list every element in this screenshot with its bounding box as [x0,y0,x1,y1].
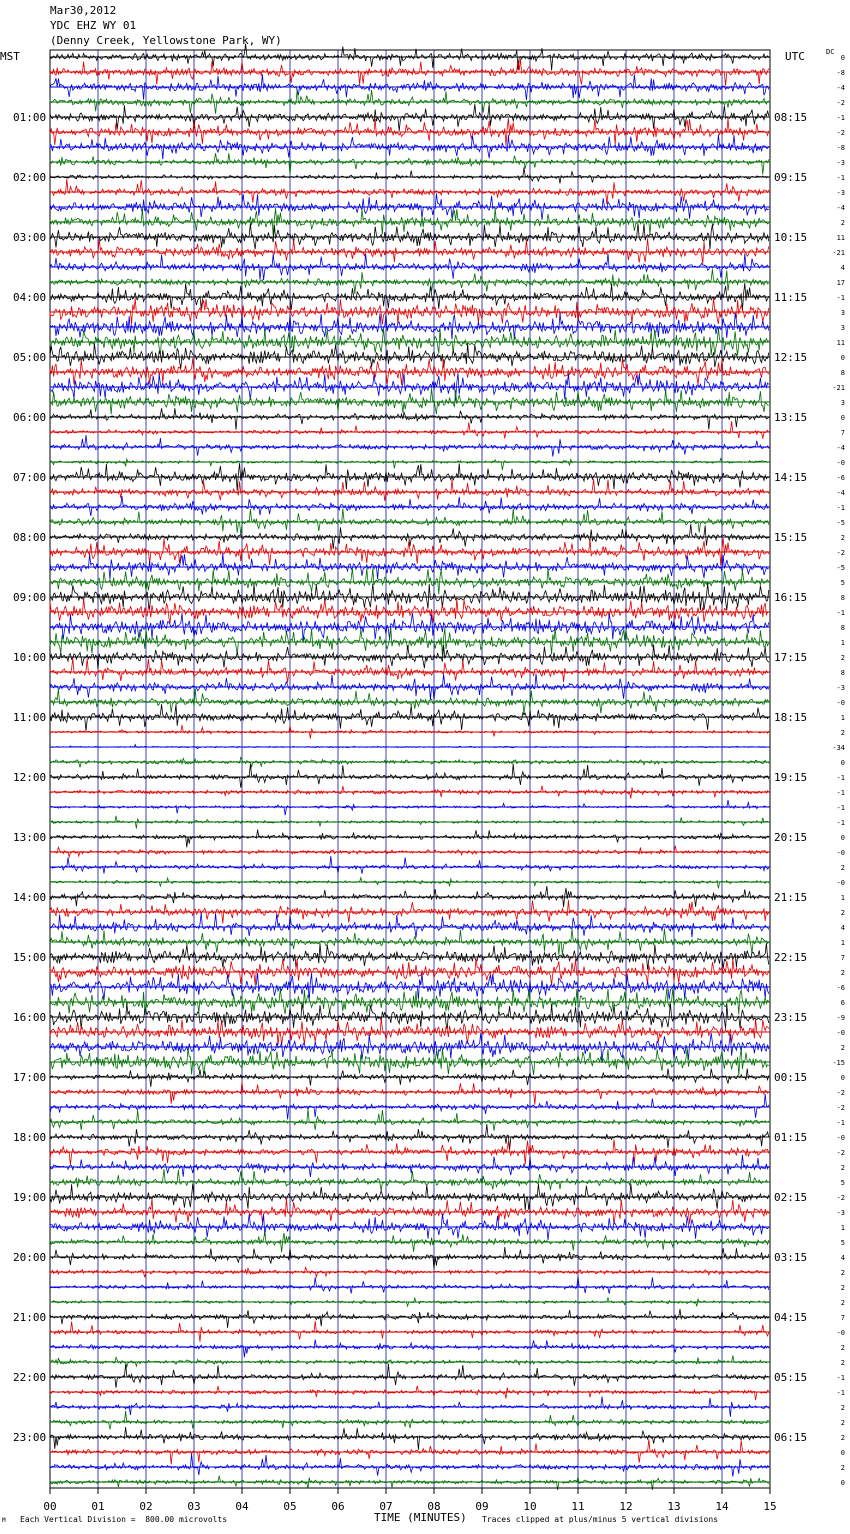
dc-offset-label: 3 [840,309,845,317]
dc-offset-label: 3 [840,399,845,407]
dc-offset-label: 2 [840,1419,845,1427]
dc-offset-label: -2 [836,99,845,107]
trace-row-94 [50,1454,769,1477]
mst-hour-label: 15:00 [13,951,47,964]
dc-offset-label: 8 [840,669,845,677]
x-tick-label: 13 [667,1500,681,1513]
utc-hour-label: 09:15 [774,171,808,184]
trace-row-50 [50,800,769,815]
dc-offset-label: 7 [840,954,845,962]
trace-row-7 [50,153,769,175]
dc-offset-label: -1 [836,504,845,512]
dc-offset-label: 1 [840,1224,845,1232]
trace-row-68 [50,1069,769,1087]
utc-hour-label: 23:15 [774,1011,808,1024]
dc-offset-label: 1 [840,939,845,947]
header-location: (Denny Creek, Yellowstone Park, WY) [50,34,282,47]
dc-offset-label: 2 [840,1284,845,1292]
utc-hour-label: 08:15 [774,111,808,124]
trace-row-75 [50,1169,769,1191]
utc-hour-label: 18:15 [774,711,808,724]
trace-row-80 [50,1247,769,1269]
trace-row-13 [50,238,769,263]
dc-offset-label: 0 [840,1074,845,1082]
trace-row-53 [50,846,769,857]
dc-offset-label: 5 [840,1179,845,1187]
utc-hour-label: 04:15 [774,1311,808,1324]
dc-offset-label: 2 [840,1299,845,1307]
mst-labels [13,111,46,1444]
x-tick-label: 03 [187,1500,201,1513]
dc-offset-label: -3 [836,159,845,167]
dc-offset-label: 2 [840,1044,845,1052]
trace-row-37 [50,598,769,623]
dc-offset-label: 2 [840,969,845,977]
mst-hour-label: 23:00 [13,1431,47,1444]
trace-row-8 [50,167,769,183]
dc-offset-label: -15 [832,1059,845,1067]
trace-row-44 [50,704,769,731]
trace-row-25 [50,421,769,439]
x-axis-title: TIME (MINUTES) [374,1511,467,1524]
trace-row-24 [50,408,769,430]
trace-row-86 [50,1340,769,1358]
trace-row-26 [50,435,769,457]
dc-offset-label: 2 [840,1269,845,1277]
trace-group [50,44,770,1490]
dc-offset-label: 11 [836,339,845,347]
x-tick-label: 10 [523,1500,537,1513]
trace-row-85 [50,1321,769,1342]
x-tick-label: 07 [379,1500,393,1513]
trace-row-58 [50,913,769,938]
trace-row-9 [50,179,769,204]
dc-offset-label: 2 [840,909,845,917]
dc-offset-label: -2 [836,549,845,557]
utc-hour-label: 21:15 [774,891,808,904]
x-axis [43,1488,776,1513]
header-date: Mar30,2012 [50,4,117,17]
dc-offset-label: 2 [840,1404,845,1412]
utc-hour-label: 20:15 [774,831,808,844]
dc-offset-label: -2 [836,1089,845,1097]
trace-row-77 [50,1198,769,1224]
dc-offset-label: 6 [840,999,845,1007]
dc-offset-label: 0 [840,1449,845,1457]
dc-offset-label: -9 [836,1014,845,1022]
dc-offset-label: 8 [840,369,845,377]
dc-offset-label: -1 [836,609,845,617]
dc-offset-label: 5 [840,579,845,587]
mst-hour-label: 18:00 [13,1131,47,1144]
utc-hour-label: 06:15 [774,1431,808,1444]
utc-hour-label: 12:15 [774,351,808,364]
mst-hour-label: 16:00 [13,1011,47,1024]
dc-offset-label: -6 [836,984,845,992]
mst-hour-label: 06:00 [13,411,47,424]
dc-offset-label: 5 [840,1239,845,1247]
dc-offset-label: 8 [840,594,845,602]
dc-offset-label: 2 [840,654,845,662]
utc-hour-label: 00:15 [774,1071,808,1084]
trace-row-34 [50,553,769,579]
trace-row-74 [50,1155,769,1177]
utc-hour-label: 05:15 [774,1371,808,1384]
mst-hour-label: 20:00 [13,1251,47,1264]
x-tick-label: 05 [283,1500,297,1513]
trace-row-87 [50,1356,769,1367]
utc-hour-label: 02:15 [774,1191,808,1204]
mst-hour-label: 01:00 [13,111,47,124]
trace-row-84 [50,1309,769,1328]
dc-label: DC [826,48,835,56]
x-tick-label: 08 [427,1500,441,1513]
utc-hour-label: 03:15 [774,1251,808,1264]
trace-row-41 [50,658,769,683]
dc-offset-label: -2 [836,1149,845,1157]
mst-hour-label: 02:00 [13,171,47,184]
trace-row-3 [50,89,769,114]
mst-hour-label: 17:00 [13,1071,47,1084]
dc-offset-label: 4 [840,1254,845,1262]
dc-offset-label: -3 [836,1209,845,1217]
dc-offset-label: -4 [836,444,845,452]
dc-offset-label: -1 [836,294,845,302]
dc-offset-label: -1 [836,1374,845,1382]
dc-offset-label: -5 [836,519,845,527]
dc-offset-label: -1 [836,804,845,812]
dc-offset-label: 0 [840,54,845,62]
dc-offset-label: 2 [840,1344,845,1352]
dc-offset-label: -1 [836,114,845,122]
dc-offset-label: 8 [840,624,845,632]
x-tick-label: 04 [235,1500,249,1513]
dc-offset-label: 2 [840,219,845,227]
dc-offset-label: -8 [836,69,845,77]
dc-offset-label: -1 [836,789,845,797]
scale-note: Each Vertical Division = 800.00 microvolts [20,1515,228,1524]
header-station: YDC EHZ WY 01 [50,19,137,32]
mst-hour-label: 10:00 [13,651,47,664]
trace-row-27 [50,458,769,470]
dc-offset-label: -4 [836,204,845,212]
trace-row-4 [50,104,769,131]
mst-axis-label: MST [0,50,20,63]
dc-offset-label: 2 [840,534,845,542]
dc-offset-label: -1 [836,1119,845,1127]
dc-offset-label: -2 [836,1104,845,1112]
dc-offset-label: -8 [836,144,845,152]
utc-hour-label: 19:15 [774,771,808,784]
dc-offset-labels [832,54,845,1487]
mst-hour-label: 04:00 [13,291,47,304]
utc-hour-label: 22:15 [774,951,808,964]
utc-hour-label: 14:15 [774,471,808,484]
mst-hour-label: 22:00 [13,1371,47,1384]
dc-offset-label: -1 [836,174,845,182]
mst-hour-label: 11:00 [13,711,47,724]
dc-offset-label: 1 [840,894,845,902]
dc-offset-label: 2 [840,1464,845,1472]
trace-row-56 [50,886,769,907]
trace-row-39 [50,628,769,656]
trace-row-88 [50,1364,769,1388]
trace-row-20 [50,343,769,368]
trace-row-82 [50,1276,769,1294]
x-tick-label: 06 [331,1500,345,1513]
trace-row-71 [50,1109,769,1131]
trace-row-54 [50,856,769,874]
x-tick-label: 14 [715,1500,729,1513]
mst-hour-label: 08:00 [13,531,47,544]
dc-offset-label: -4 [836,84,845,92]
trace-row-55 [50,878,769,889]
dc-offset-label: 7 [840,429,845,437]
clip-note: Traces clipped at plus/minus 5 vertical divisions [482,1515,719,1524]
dc-offset-label: -0 [836,699,845,707]
dc-offset-label: -0 [836,459,845,467]
dc-offset-label: 2 [840,1359,845,1367]
dc-offset-label: 7 [840,1314,845,1322]
x-tick-label: 02 [139,1500,153,1513]
utc-axis-label: UTC [785,50,805,63]
mst-hour-label: 14:00 [13,891,47,904]
dc-offset-label: -0 [836,849,845,857]
dc-offset-label: -1 [836,1389,845,1397]
dc-offset-label: -2 [836,1194,845,1202]
dc-offset-label: 1 [840,714,845,722]
x-tick-label: 15 [763,1500,777,1513]
trace-row-92 [50,1427,769,1450]
dc-offset-label: -21 [832,249,845,257]
mst-hour-label: 07:00 [13,471,47,484]
x-tick-label: 01 [91,1500,105,1513]
trace-row-52 [50,830,769,848]
mst-hour-label: 19:00 [13,1191,47,1204]
mst-hour-label: 09:00 [13,591,47,604]
dc-offset-label: 1 [840,639,845,647]
trace-row-18 [50,313,769,340]
trace-row-29 [50,479,769,501]
x-tick-label: 09 [475,1500,489,1513]
dc-offset-label: -5 [836,564,845,572]
mst-hour-label: 12:00 [13,771,47,784]
dc-offset-label: 17 [836,279,845,287]
x-tick-label: 11 [571,1500,585,1513]
utc-hour-label: 01:15 [774,1131,808,1144]
utc-labels [774,111,807,1444]
dc-offset-label: 2 [840,729,845,737]
dc-offset-label: 0 [840,354,845,362]
dc-offset-label: -34 [832,744,845,752]
dc-offset-label: 3 [840,324,845,332]
dc-offset-label: 0 [840,759,845,767]
x-tick-label: 12 [619,1500,633,1513]
mst-hour-label: 13:00 [13,831,47,844]
trace-row-17 [50,298,769,324]
trace-row-43 [50,688,769,714]
dc-offset-label: -0 [836,1329,845,1337]
trace-row-48 [50,764,769,788]
dc-offset-label: 0 [840,414,845,422]
trace-row-30 [50,496,769,516]
dc-offset-label: 4 [840,924,845,932]
trace-row-63 [50,988,769,1014]
dc-offset-label: 0 [840,834,845,842]
dc-offset-label: -21 [832,384,845,392]
mst-hour-label: 03:00 [13,231,47,244]
corner-mark: M [2,1517,6,1524]
utc-hour-label: 17:15 [774,651,808,664]
dc-offset-label: 4 [840,264,845,272]
trace-row-69 [50,1082,769,1105]
dc-offset-label: 11 [836,234,845,242]
dc-offset-label: -3 [836,189,845,197]
utc-hour-label: 16:15 [774,591,808,604]
dc-offset-label: -1 [836,774,845,782]
utc-hour-label: 13:15 [774,411,808,424]
mst-hour-label: 21:00 [13,1311,47,1324]
dc-offset-label: -0 [836,1134,845,1142]
utc-hour-label: 15:15 [774,531,808,544]
utc-hour-label: 11:15 [774,291,808,304]
dc-offset-label: 0 [840,1479,845,1487]
dc-offset-label: -4 [836,489,845,497]
trace-row-64 [50,1003,769,1030]
trace-row-12 [50,223,769,249]
mst-hour-label: 05:00 [13,351,47,364]
dc-offset-label: -6 [836,474,845,482]
x-tick-label: 00 [43,1500,57,1513]
trace-row-91 [50,1411,769,1430]
utc-hour-label: 10:15 [774,231,808,244]
trace-row-89 [50,1386,769,1400]
dc-offset-label: -0 [836,1029,845,1037]
dc-offset-label: 2 [840,1434,845,1442]
dc-offset-label: 2 [840,864,845,872]
dc-offset-label: -0 [836,879,845,887]
dc-offset-label: -1 [836,819,845,827]
dc-offset-label: -3 [836,684,845,692]
dc-offset-label: 2 [840,1164,845,1172]
dc-offset-label: -2 [836,129,845,137]
